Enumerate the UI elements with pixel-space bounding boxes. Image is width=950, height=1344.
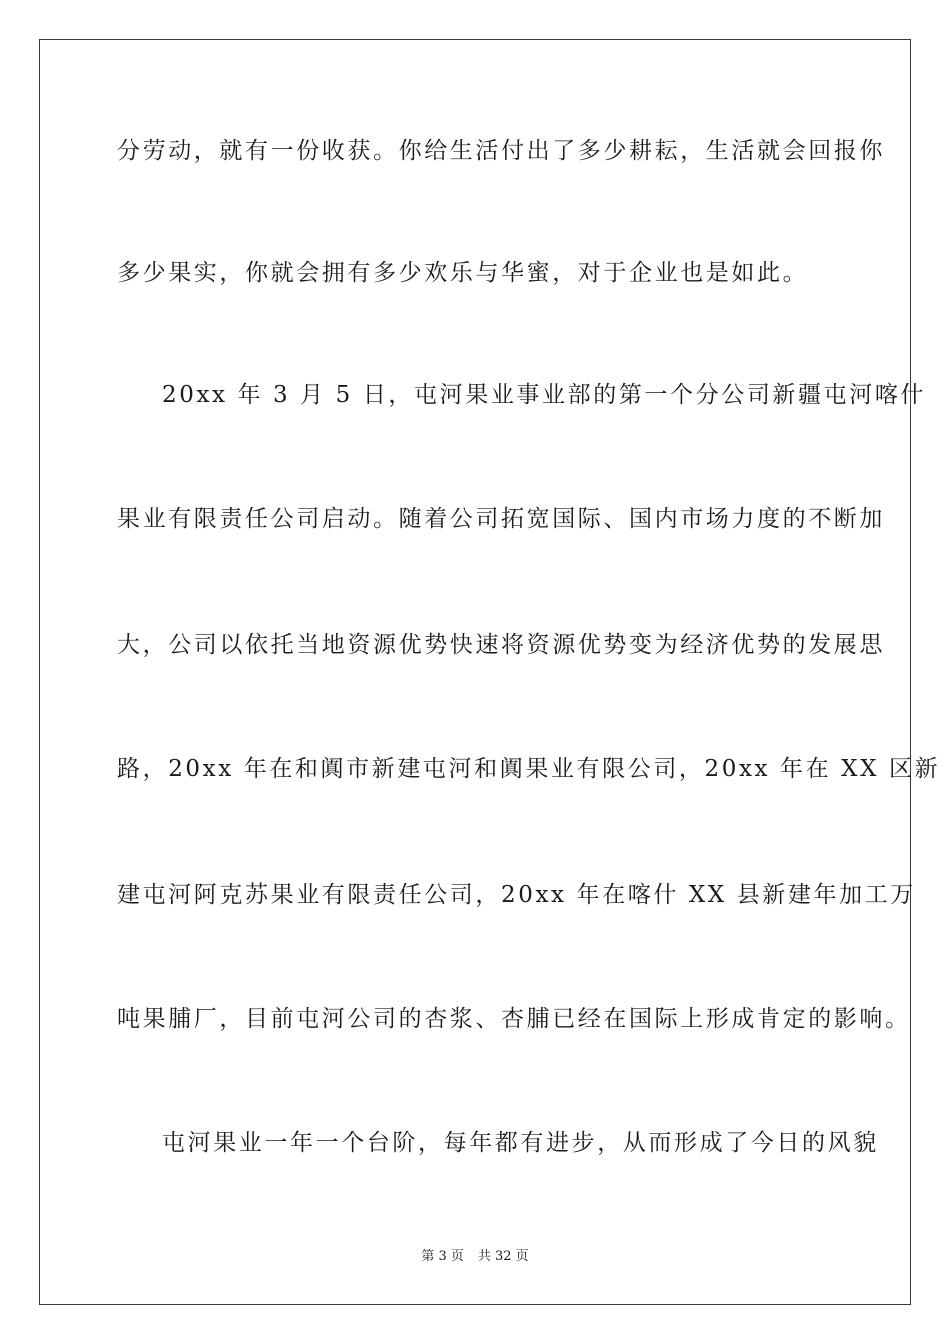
paragraph-line: 果业有限责任公司启动。随着公司拓宽国际、国内市场力度的不断加 xyxy=(117,506,885,532)
paragraph-line: 建屯河阿克苏果业有限责任公司，20xx 年在喀什 XX 县新建年加工万 xyxy=(117,882,916,908)
page-footer xyxy=(0,1248,950,1266)
page-number: 第 3 页 xyxy=(421,1249,464,1264)
paragraph-line: 多少果实，你就会拥有多少欢乐与华蜜，对于企业也是如此。 xyxy=(117,260,809,286)
paragraph-line: 路，20xx 年在和阗市新建屯河和阗果业有限公司，20xx 年在 XX 区新 xyxy=(117,756,941,782)
page-border xyxy=(39,39,941,1305)
paragraph-line: 屯河果业一年一个台阶，每年都有进步，从而形成了今日的风貌 xyxy=(162,1130,879,1156)
page-total: 共 32 页 xyxy=(477,1249,529,1264)
paragraph-line: 大，公司以依托当地资源优势快速将资源优势变为经济优势的发展思 xyxy=(117,632,885,658)
paragraph-line: 吨果脯厂，目前屯河公司的杏浆、杏脯已经在国际上形成肯定的影响。 xyxy=(117,1006,911,1032)
paragraph-line: 20xx 年 3 月 5 日，屯河果业事业部的第一个分公司新疆屯河喀什 xyxy=(162,382,927,408)
paragraph-line: 分劳动，就有一份收获。你给生活付出了多少耕耘，生活就会回报你 xyxy=(117,138,885,164)
